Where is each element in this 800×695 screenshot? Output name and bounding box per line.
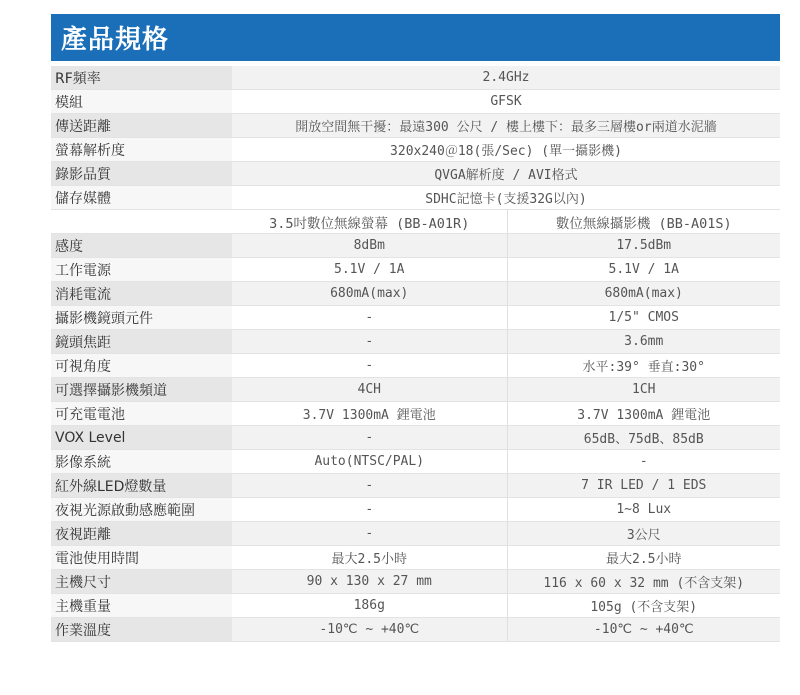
spec-label: 鏡頭焦距: [51, 330, 232, 354]
spec-row: [51, 66, 780, 90]
spec-value: 2.4GHz: [232, 66, 780, 90]
spec-row: [51, 402, 780, 426]
spec-row: [51, 306, 780, 330]
spec-label: 可視角度: [51, 354, 232, 378]
spec-label: 攝影機鏡頭元件: [51, 306, 232, 330]
spec-value-monitor: -: [232, 354, 507, 378]
spec-label: 錄影品質: [51, 162, 232, 186]
spec-row: [51, 570, 780, 594]
spec-value-monitor: -: [232, 306, 507, 330]
spec-value-camera: 水平:39° 垂直:30°: [507, 354, 780, 378]
spec-row: [51, 546, 780, 570]
spec-row: [51, 330, 780, 354]
spec-label: 可選擇攝影機頻道: [51, 378, 232, 402]
spec-row: [51, 186, 780, 210]
spec-value-camera: 3.6mm: [507, 330, 780, 354]
spec-label: 可充電電池: [51, 402, 232, 426]
spec-label: 感度: [51, 234, 232, 258]
spec-row: [51, 258, 780, 282]
spec-label: 影像系統: [51, 450, 232, 474]
spec-label: 傳送距離: [51, 114, 232, 138]
spec-label: 工作電源: [51, 258, 232, 282]
spec-value-monitor: 8dBm: [232, 234, 507, 258]
column-header-row: [51, 210, 780, 234]
spec-value-camera: -: [507, 450, 780, 474]
spec-row: [51, 234, 780, 258]
spec-label: 主機重量: [51, 594, 232, 618]
spec-value-camera: 5.1V / 1A: [507, 258, 780, 282]
spec-value-monitor: 680mA(max): [232, 282, 507, 306]
spec-label: 夜視距離: [51, 522, 232, 546]
spec-value-monitor: -: [232, 474, 507, 498]
spec-row: [51, 138, 780, 162]
spec-value-camera: 17.5dBm: [507, 234, 780, 258]
spec-value: SDHC記憶卡(支援32G以內): [232, 186, 780, 210]
spec-label: 夜視光源啟動感應範圍: [51, 498, 232, 522]
spec-value-monitor: 90 x 130 x 27 mm: [232, 570, 507, 594]
spec-value-monitor: 3.7V 1300mA 鋰電池: [232, 402, 507, 426]
spec-row: [51, 522, 780, 546]
spec-label: 儲存媒體: [51, 186, 232, 210]
spec-value-monitor: -: [232, 426, 507, 450]
spec-label: VOX Level: [51, 426, 232, 450]
spec-row: [51, 594, 780, 618]
spec-value-camera: 7 IR LED / 1 EDS: [507, 474, 780, 498]
spec-value-monitor: -: [232, 522, 507, 546]
spec-row: [51, 618, 780, 642]
spec-value: GFSK: [232, 90, 780, 114]
spec-value-monitor: Auto(NTSC/PAL): [232, 450, 507, 474]
spec-value-camera: 3.7V 1300mA 鋰電池: [507, 402, 780, 426]
spec-row: [51, 90, 780, 114]
spec-value-camera: 105g (不含支架): [507, 594, 780, 618]
spec-value-camera: 1CH: [507, 378, 780, 402]
spec-row: [51, 474, 780, 498]
spec-value-camera: -10℃ ~ +40℃: [507, 618, 780, 642]
spec-table-body: [51, 66, 780, 642]
column-header-camera: 數位無線攝影機 (BB-A01S): [507, 210, 780, 234]
spec-row: [51, 378, 780, 402]
spec-label: RF頻率: [51, 66, 232, 90]
spec-value-monitor: 4CH: [232, 378, 507, 402]
spec-value-camera: 3公尺: [507, 522, 780, 546]
spec-row: [51, 498, 780, 522]
spec-value-camera: 1/5" CMOS: [507, 306, 780, 330]
spec-value-camera: 116 x 60 x 32 mm (不含支架): [507, 570, 780, 594]
spec-value-monitor: -: [232, 330, 507, 354]
spec-label: 作業溫度: [51, 618, 232, 642]
spec-label: 電池使用時間: [51, 546, 232, 570]
spec-row: [51, 426, 780, 450]
spec-value-monitor: 5.1V / 1A: [232, 258, 507, 282]
spec-value-monitor: 最大2.5小時: [232, 546, 507, 570]
spec-row: [51, 114, 780, 138]
spec-label: 消耗電流: [51, 282, 232, 306]
spec-value: 開放空間無干擾：最遠300 公尺 / 樓上樓下：最多三層樓or兩道水泥牆: [232, 114, 780, 138]
spec-value-camera: 680mA(max): [507, 282, 780, 306]
spec-value-camera: 1~8 Lux: [507, 498, 780, 522]
column-header-spacer: [51, 210, 232, 234]
spec-value-camera: 65dB、75dB、85dB: [507, 426, 780, 450]
column-header-monitor: 3.5吋數位無線螢幕 (BB-A01R): [232, 210, 507, 234]
spec-value-monitor: -: [232, 498, 507, 522]
spec-value-monitor: -10℃ ~ +40℃: [232, 618, 507, 642]
spec-value: 320x240＠18(張/Sec) (單一攝影機): [232, 138, 780, 162]
spec-value-monitor: 186g: [232, 594, 507, 618]
spec-table: [51, 66, 780, 642]
spec-row: [51, 354, 780, 378]
spec-row: [51, 162, 780, 186]
title-bar: [51, 14, 780, 61]
spec-value: QVGA解析度 / AVI格式: [232, 162, 780, 186]
spec-label: 螢幕解析度: [51, 138, 232, 162]
page-title: 產品規格: [61, 25, 170, 55]
spec-label: 紅外線LED燈數量: [51, 474, 232, 498]
spec-label: 主機尺寸: [51, 570, 232, 594]
spec-row: [51, 450, 780, 474]
spec-value-camera: 最大2.5小時: [507, 546, 780, 570]
spec-label: 模組: [51, 90, 232, 114]
spec-row: [51, 282, 780, 306]
